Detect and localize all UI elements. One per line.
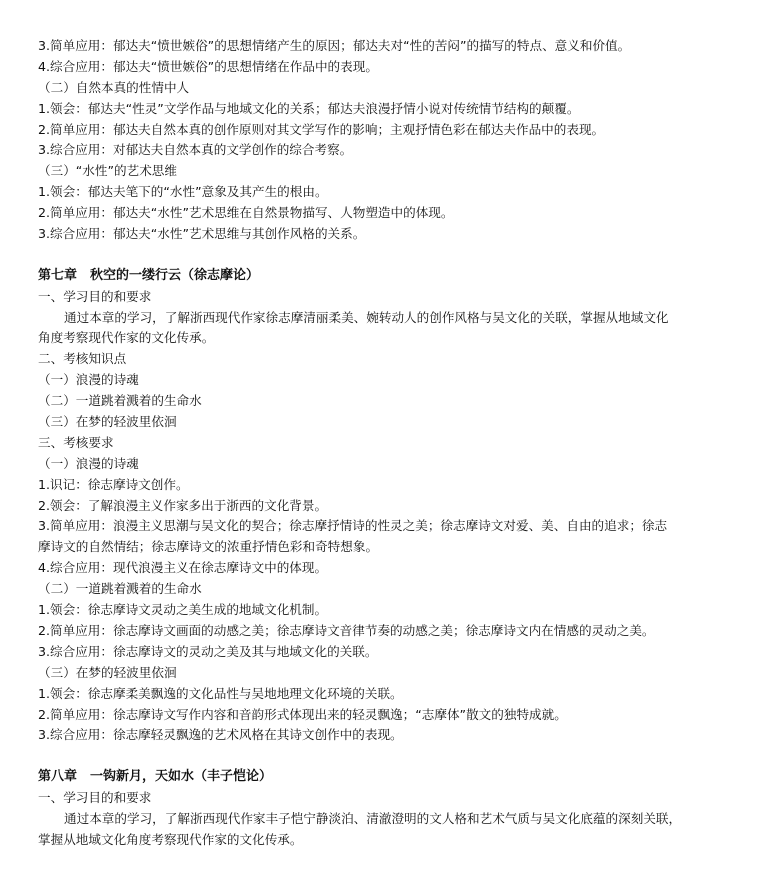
text-line: 3.简单应用：郁达夫“愤世嫉俗”的思想情绪产生的原因；郁达夫对“性的苦闷”的描写的特点、意义和价值。 — [38, 38, 631, 53]
paragraph-line: 角度考察现代作家的文化传承。 — [38, 330, 215, 346]
paragraph-line: 通过本章的学习，了解浙西现代作家丰子恺宁静淡泊、清澈澄明的文人格和艺术气质与吴文化底蕴的深刻关联， — [64, 810, 682, 826]
text-line: 2.简单应用：郁达夫“水性”艺术思维在自然景物描写、人物塑造中的体现。 — [38, 205, 454, 221]
knowledge-point: （一）浪漫的诗魂 — [38, 372, 139, 388]
text-line: 2.简单应用：郁达夫自然本真的创作原则对其文学写作的影响；主观抒情色彩在郁达夫作品中的表现。 — [38, 121, 605, 137]
paragraph-line: 通过本章的学习，了解浙西现代作家徐志摩清丽柔美、婉转动人的创作风格与吴文化的关联，掌握从地域文化 — [64, 309, 669, 325]
spacer — [38, 245, 741, 266]
subsection-heading: （三）“水性”的艺术思维 — [38, 163, 177, 179]
subsection-heading: （三）在梦的轻波里依洄 — [38, 664, 177, 680]
text-line: 2.简单应用：徐志摩诗文画面的动感之美；徐志摩诗文音律节奏的动感之美；徐志摩诗文内在情感的灵动之美。 — [38, 622, 655, 638]
text-line: 3.综合应用：徐志摩轻灵飘逸的艺术风格在其诗文创作中的表现。 — [38, 727, 403, 743]
text-line: 3.综合应用：郁达夫“水性”艺术思维与其创作风格的关系。 — [38, 226, 366, 242]
text-line: 1.领会：郁达夫“性灵”文学作品与地域文化的关系；郁达夫浪漫抒情小说对传统情节结构的颠覆。 — [38, 100, 580, 116]
spacer — [38, 746, 741, 767]
subsection-heading: （二）自然本真的性情中人 — [38, 79, 190, 95]
knowledge-point: （二）一道跳着溅着的生命水 — [38, 393, 202, 409]
text-line: 1.识记：徐志摩诗文创作。 — [38, 476, 189, 492]
chapter-8-title: 第八章 一钩新月，天如水（丰子恺论） — [38, 769, 273, 785]
chapter-7-title: 第七章 秋空的一缕行云（徐志摩论） — [38, 267, 260, 283]
paragraph-line: 掌握从地域文化角度考察现代作家的文化传承。 — [38, 831, 303, 847]
knowledge-point: （三）在梦的轻波里依洄 — [38, 414, 177, 430]
text-line: 4.综合应用：现代浪漫主义在徐志摩诗文中的体现。 — [38, 560, 328, 576]
section-heading: 三、考核要求 — [38, 434, 114, 450]
text-line: 3.综合应用：徐志摩诗文的灵动之美及其与地域文化的关联。 — [38, 643, 378, 659]
text-line: 1.领会：徐志摩诗文灵动之美生成的地域文化机制。 — [38, 602, 328, 618]
section-heading: 一、学习目的和要求 — [38, 790, 152, 806]
text-line: 2.领会：了解浪漫主义作家多出于浙西的文化背景。 — [38, 497, 328, 513]
section-heading: 一、学习目的和要求 — [38, 288, 152, 304]
text-line: 1.领会：徐志摩柔美飘逸的文化品性与吴地地理文化环境的关联。 — [38, 685, 403, 701]
text-line: 3.简单应用：浪漫主义思潮与吴文化的契合；徐志摩抒情诗的性灵之美；徐志摩诗文对爱、美、自由的追求；徐志 — [38, 518, 668, 534]
subsection-heading: （二）一道跳着溅着的生命水 — [38, 581, 202, 597]
section-heading: 二、考核知识点 — [38, 351, 127, 367]
text-line: 1.领会：郁达夫笔下的“水性”意象及其产生的根由。 — [38, 184, 328, 200]
text-line: 2.简单应用：徐志摩诗文写作内容和音韵形式体现出来的轻灵飘逸；“志摩体”散文的独特成就。 — [38, 706, 567, 722]
text-line: 3.综合应用：对郁达夫自然本真的文学创作的综合考察。 — [38, 142, 353, 158]
text-line: 4.综合应用：郁达夫“愤世嫉俗”的思想情绪在作品中的表现。 — [38, 58, 378, 74]
text-line: 摩诗文的自然情结；徐志摩诗文的浓重抒情色彩和奇特想象。 — [38, 539, 379, 555]
subsection-heading: （一）浪漫的诗魂 — [38, 455, 139, 471]
